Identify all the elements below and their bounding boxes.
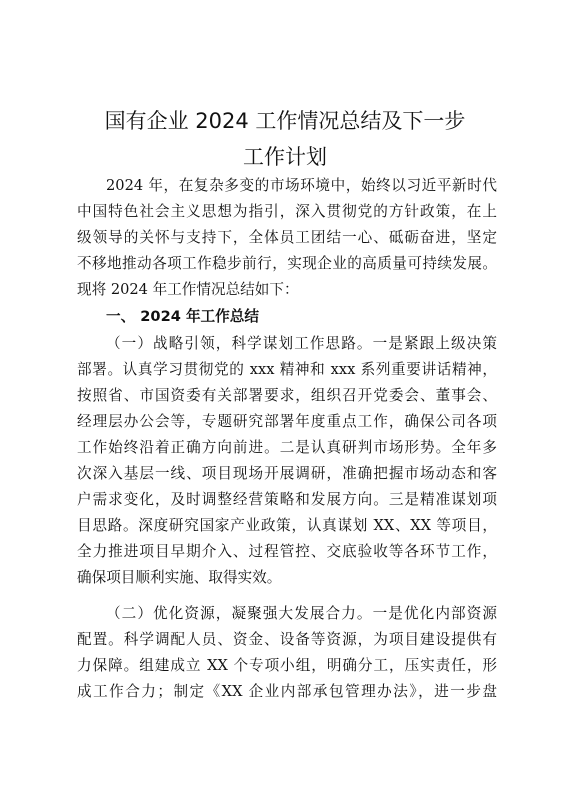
paragraph-line: 确保项目顺利实施、取得实效。 [77,569,282,586]
paragraph-line: 现将 2024 年工作情况总结如下： [77,281,299,298]
intro-paragraph [77,173,497,303]
paragraph-line: 目思路。深度研究国家产业政策，认真谋划 XX、XX 等项目， [77,517,497,534]
paragraph-line: （二）优化资源，凝聚强大发展合力。一是优化内部资源 [106,605,497,622]
paragraph-line: （一）战略引领，科学谋划工作思路。一是紧跟上级决策 [106,335,497,352]
paragraph-line: 成工作合力；制定《XX 企业内部承包管理办法》，进一步盘 [77,683,497,700]
resources-paragraph [77,601,497,705]
paragraph-line: 全力推进项目早期介入、过程管控、交底验收等各环节工作， [77,543,497,560]
paragraph-line: 中国特色社会主义思想为指引，深入贯彻党的方针政策，在上 [77,203,497,220]
paragraph-line: 2024 年，在复杂多变的市场环境中，始终以习近平新时代 [106,177,497,194]
paragraph-line: 配置。科学调配人员、资金、设备等资源，为项目建设提供有 [77,631,497,648]
document-title-line-1: 国有企业 2024 工作情况总结及下一步 [104,109,466,133]
paragraph-line: 按照省、市国资委有关部署要求，组织召开党委会、董事会、 [77,387,497,404]
strategy-paragraph [77,331,497,591]
document-title-line-2: 工作计划 [243,145,327,169]
paragraph-line: 次深入基层一线、项目现场开展调研，准确把握市场动态和客 [77,465,497,482]
section-heading: 一、 2024 年工作总结 [106,308,259,325]
paragraph-line: 部署。认真学习贯彻党的 xxx 精神和 xxx 系列重要讲话精神， [77,361,497,378]
paragraph-line: 不移地推动各项工作稳步前行，实现企业的高质量可持续发展。 [77,255,497,272]
paragraph-line: 工作始终沿着正确方向前进。二是认真研判市场形势。全年多 [77,439,497,456]
paragraph-line: 力保障。组建成立 XX 个专项小组，明确分工，压实责任，形 [77,657,497,674]
paragraph-line: 经理层办公会等，专题研究部署年度重点工作，确保公司各项 [77,413,497,430]
paragraph-line: 级领导的关怀与支持下，全体员工团结一心、砥砺奋进，坚定 [77,229,497,246]
paragraph-line: 户需求变化，及时调整经营策略和发展方向。三是精准谋划项 [77,491,497,508]
